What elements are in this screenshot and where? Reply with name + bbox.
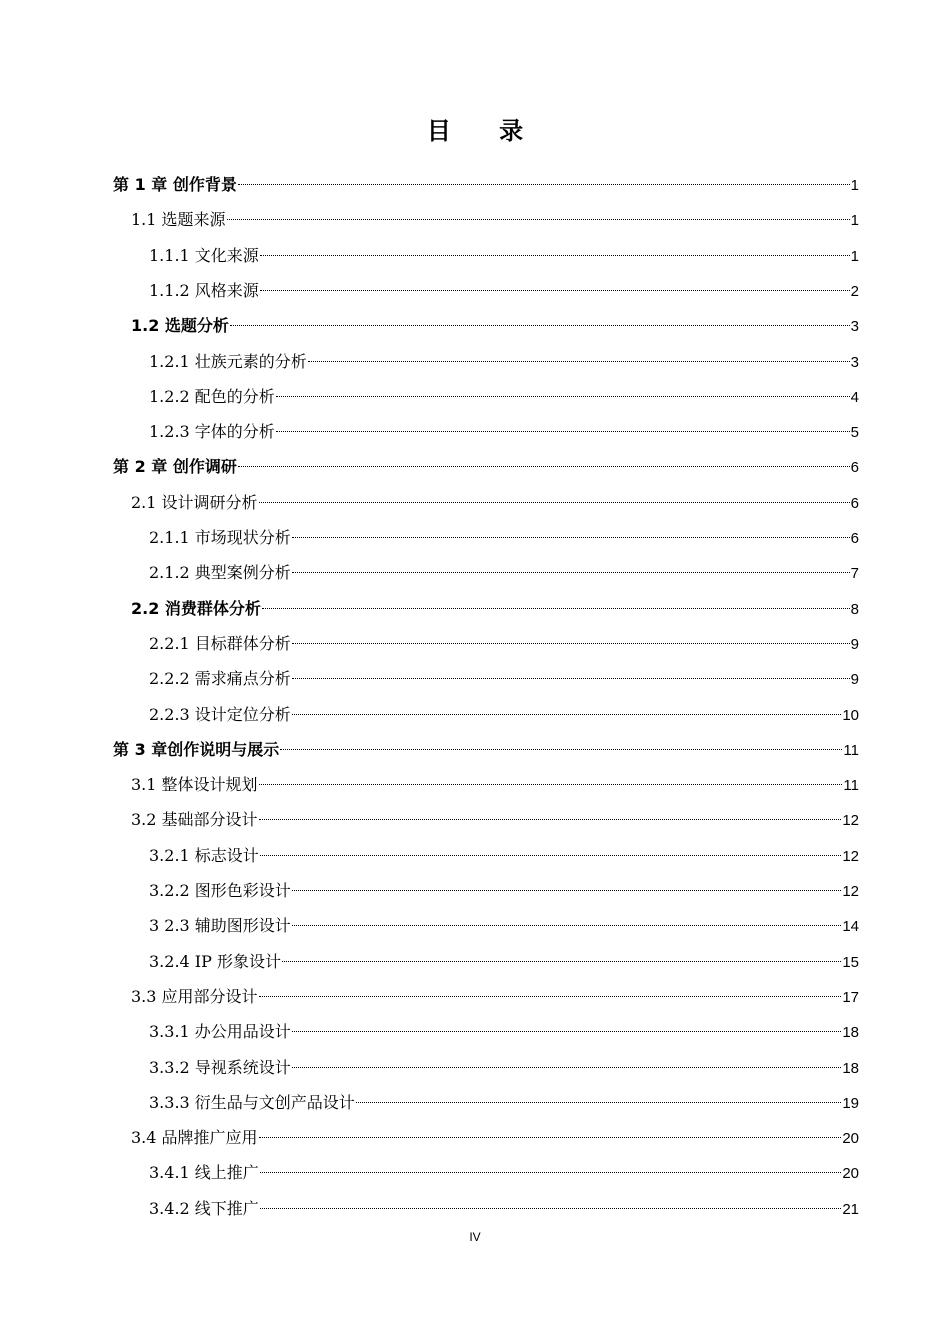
toc-entry[interactable] <box>149 349 859 375</box>
toc-entry-label: 1.1 选题来源 <box>131 210 226 230</box>
toc-entry-page: 1 <box>850 247 859 265</box>
toc-entry-page: 20 <box>842 1165 859 1183</box>
toc-entry-label: 1.2.2 配色的分析 <box>149 386 275 406</box>
toc-entry-page: 3 <box>850 353 859 371</box>
toc-entry-page: 20 <box>842 1130 859 1148</box>
toc-entry-page: 6 <box>850 494 859 512</box>
toc-entry-page: 19 <box>842 1094 859 1112</box>
toc-dot-leader <box>238 184 850 185</box>
toc-entry-label: 3.4.1 线上推广 <box>149 1163 259 1183</box>
toc-entry-label: 3.3 应用部分设计 <box>131 986 258 1006</box>
toc-entry[interactable] <box>149 243 859 269</box>
toc-entry[interactable] <box>113 172 859 198</box>
toc-entry-page: 4 <box>850 388 859 406</box>
toc-dot-leader <box>282 961 841 962</box>
toc-entry-label: 2.1.1 市场现状分析 <box>149 528 291 547</box>
toc-dot-leader <box>259 996 842 997</box>
toc-dot-leader <box>260 290 850 291</box>
toc-dot-leader <box>238 466 850 467</box>
toc-entry-label: 3.2.2 图形色彩设计 <box>149 881 291 900</box>
toc-dot-leader <box>292 1067 842 1068</box>
toc-entry-label: 第 3 章创作说明与展示 <box>113 739 280 759</box>
toc-entry[interactable] <box>149 384 859 410</box>
toc-dot-leader <box>230 325 850 326</box>
toc-entry[interactable] <box>131 984 859 1010</box>
toc-entry-page: 12 <box>842 883 859 900</box>
toc-entry-label: 3.3.2 导视系统设计 <box>149 1057 291 1077</box>
toc-entry-label: 3.2 基础部分设计 <box>131 810 258 830</box>
toc-entry-page: 7 <box>850 565 859 583</box>
toc-dot-leader <box>292 890 842 891</box>
toc-entry-page: 18 <box>842 1024 859 1042</box>
toc-entry-label: 2.2.3 设计定位分析 <box>149 704 291 724</box>
toc-entry-label: 1.2.3 字体的分析 <box>149 422 275 442</box>
toc-dot-leader <box>356 1102 842 1103</box>
toc-entry-page: 6 <box>850 459 859 477</box>
toc-entry[interactable] <box>149 419 859 445</box>
toc-entry[interactable] <box>113 737 859 763</box>
toc-entry[interactable] <box>149 1160 859 1186</box>
toc-entry[interactable] <box>131 596 859 622</box>
toc-entry-label: 1.2.1 壮族元素的分析 <box>149 351 307 371</box>
toc-dot-leader <box>259 1137 842 1138</box>
toc-entry-page: 15 <box>842 953 859 971</box>
toc-entry[interactable] <box>149 666 859 692</box>
toc-entry-label: 3.4.2 线下推广 <box>149 1198 259 1218</box>
page-title: 目 录 <box>426 117 544 145</box>
toc-entry[interactable] <box>131 807 859 833</box>
toc-dot-leader <box>259 502 850 503</box>
toc-entry-page: 12 <box>842 847 859 865</box>
toc-entry-page: 10 <box>842 706 859 724</box>
toc-entry-page: 1 <box>850 212 859 230</box>
toc-entry-label: 1.2 选题分析 <box>131 316 229 336</box>
toc-entry-page: 21 <box>842 1200 859 1218</box>
toc-dot-leader <box>262 608 850 609</box>
toc-entry[interactable] <box>149 560 859 586</box>
toc-dot-leader <box>308 361 850 362</box>
toc-dot-leader <box>259 784 843 785</box>
toc-entry-page: 18 <box>842 1059 859 1077</box>
toc-entry-label: 3 2.3 辅助图形设计 <box>149 916 291 936</box>
toc-dot-leader <box>276 431 850 432</box>
toc-dot-leader <box>292 1031 842 1032</box>
toc-entry-label: 1.1.2 风格来源 <box>149 280 259 300</box>
toc-entry[interactable] <box>149 1090 859 1116</box>
toc-entry[interactable] <box>149 1019 859 1045</box>
toc-dot-leader <box>260 1208 842 1209</box>
toc-entry[interactable] <box>149 843 859 869</box>
toc-entry-label: 2.1.2 典型案例分析 <box>149 563 291 583</box>
toc-entry-label: 2.2 消费群体分析 <box>131 598 261 618</box>
toc-dot-leader <box>260 255 850 256</box>
toc-entry-page: 8 <box>850 600 859 618</box>
toc-entry-label: 3.1 整体设计规划 <box>131 775 258 795</box>
toc-entry-label: 3.3.3 衍生品与文创产品设计 <box>149 1092 355 1112</box>
toc-entry[interactable] <box>131 313 859 339</box>
toc-dot-leader <box>260 855 842 856</box>
toc-entry[interactable] <box>149 1196 859 1222</box>
toc-entry-page: 1 <box>850 177 859 194</box>
toc-dot-leader <box>259 819 842 820</box>
toc-entry[interactable] <box>131 207 859 233</box>
page-number: IV <box>469 1230 481 1244</box>
toc-dot-leader <box>292 714 842 715</box>
toc-entry-label: 第 2 章 创作调研 <box>113 457 237 477</box>
toc-entry[interactable] <box>149 949 859 975</box>
toc-entry[interactable] <box>149 878 859 904</box>
toc-entry-page: 9 <box>850 671 859 689</box>
toc-entry-page: 11 <box>843 741 859 759</box>
toc-entry[interactable] <box>131 490 859 516</box>
toc-entry[interactable] <box>131 772 859 798</box>
toc-entry-page: 12 <box>842 812 859 830</box>
toc-dot-leader <box>260 1172 842 1173</box>
toc-entry[interactable] <box>149 1055 859 1081</box>
toc-entry-page: 9 <box>850 635 859 653</box>
toc-entry-page: 5 <box>850 424 859 442</box>
toc-entry-label: 3.2.4 IP 形象设计 <box>149 951 281 971</box>
toc-dot-leader <box>227 219 850 220</box>
toc-entry-page: 11 <box>843 777 859 795</box>
toc-dot-leader <box>280 749 842 750</box>
toc-dot-leader <box>292 925 842 926</box>
toc-entry[interactable] <box>149 913 859 939</box>
toc-entry-page: 17 <box>842 988 859 1006</box>
toc-entry-label: 第 1 章 创作背景 <box>113 175 237 194</box>
toc-entry-label: 3.2.1 标志设计 <box>149 845 259 865</box>
toc-entry[interactable] <box>149 525 859 551</box>
toc-entry[interactable] <box>149 278 859 304</box>
toc-dot-leader <box>292 643 850 644</box>
toc-entry-label: 3.4 品牌推广应用 <box>131 1128 258 1148</box>
toc-entry-label: 1.1.1 文化来源 <box>149 245 259 265</box>
toc-dot-leader <box>292 678 850 679</box>
toc-entry-label: 2.2.2 需求痛点分析 <box>149 669 291 689</box>
toc-entry-page: 2 <box>850 282 859 300</box>
toc-dot-leader <box>292 572 850 573</box>
toc-entry[interactable] <box>149 631 859 657</box>
toc-dot-leader <box>292 537 850 538</box>
toc-entry-page: 3 <box>850 318 859 336</box>
toc-dot-leader <box>276 396 850 397</box>
toc-entry-label: 2.1 设计调研分析 <box>131 492 258 512</box>
toc-entry[interactable] <box>113 454 859 480</box>
toc-entry[interactable] <box>149 702 859 728</box>
toc-entry-page: 6 <box>850 530 859 547</box>
toc-entry-page: 14 <box>842 918 859 936</box>
toc-entry-label: 3.3.1 办公用品设计 <box>149 1022 291 1042</box>
toc-entry-label: 2.2.1 目标群体分析 <box>149 633 291 653</box>
toc-entry[interactable] <box>131 1125 859 1151</box>
